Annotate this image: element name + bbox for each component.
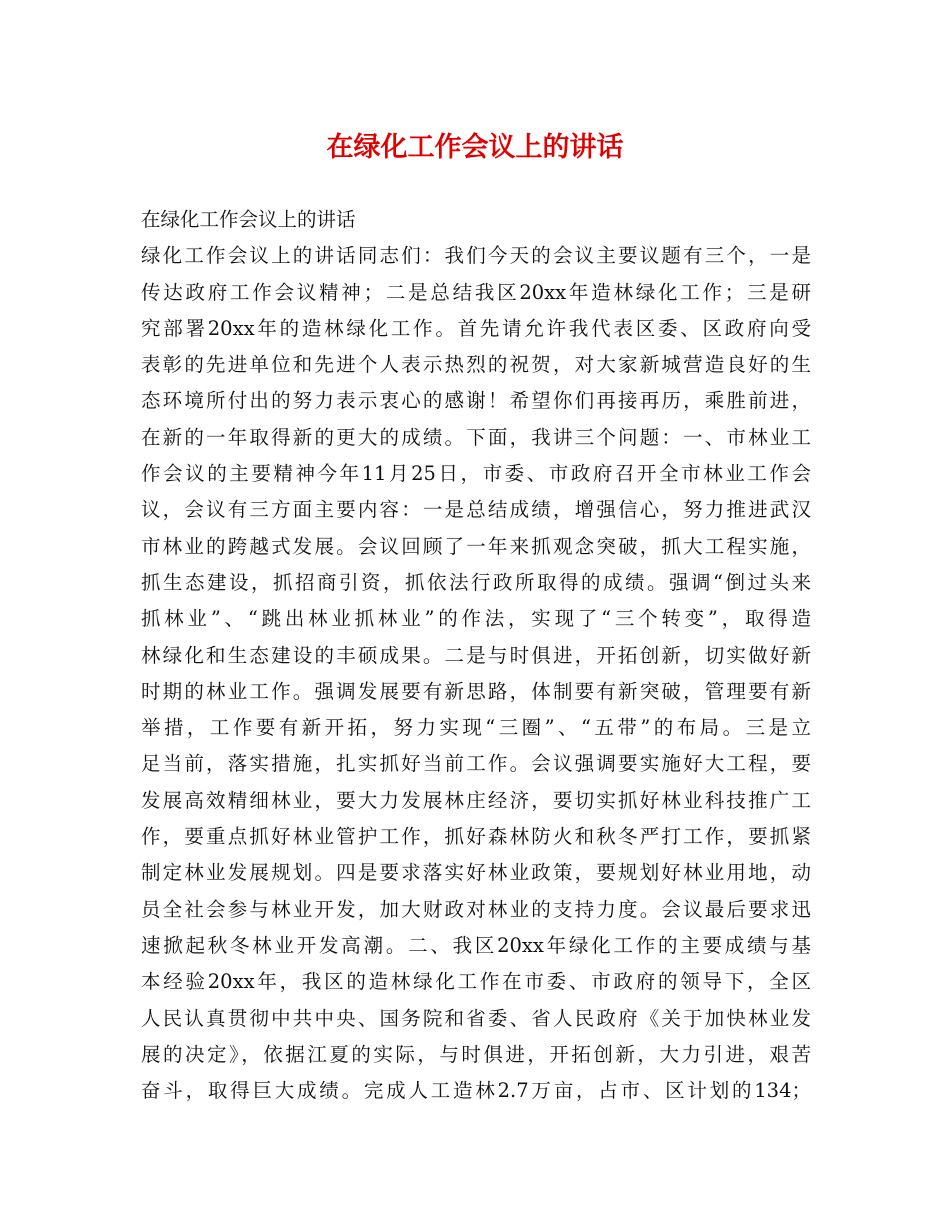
- body-line: 展的决定》，依据江夏的实际，与时俱进，开拓创新，大力引进，艰苦: [141, 1042, 811, 1066]
- body-line: 员全社会参与林业开发，加大财政对林业的支持力度。会议最后要求迅: [141, 897, 811, 921]
- body-line: 本经验20xx年，我区的造林绿化工作在市委、市政府的领导下，全区: [141, 970, 811, 994]
- body-line: 抓生态建设，抓招商引资，抓依法行政所取得的成绩。强调“倒过头来: [141, 570, 811, 594]
- body-line: 在新的一年取得新的更大的成绩。下面，我讲三个问题：一、市林业工: [141, 425, 811, 449]
- body-line: 表彰的先进单位和先进个人表示热烈的祝贺，对大家新城营造良好的生: [141, 353, 811, 377]
- body-line: 究部署20xx年的造林绿化工作。首先请允许我代表区委、区政府向受: [141, 316, 811, 340]
- body-line: 奋斗，取得巨大成绩。完成人工造林2.7万亩，占市、区计划的134；: [141, 1079, 811, 1103]
- body-line: 发展高效精细林业，要大力发展林庄经济，要切实抓好林业科技推广工: [141, 788, 811, 812]
- body-line: 议，会议有三方面主要内容：一是总结成绩，增强信心，努力推进武汉: [141, 498, 811, 522]
- body-line: 举措，工作要有新开拓，努力实现“三圈”、“五带”的布局。三是立: [141, 716, 811, 740]
- document-body: [141, 202, 811, 1109]
- body-line: 速掀起秋冬林业开发高潮。二、我区20xx年绿化工作的主要成绩与基: [141, 933, 811, 957]
- body-line: 林绿化和生态建设的丰硕成果。二是与时俱进，开拓创新，切实做好新: [141, 643, 811, 667]
- body-line: 市林业的跨越式发展。会议回顾了一年来抓观念突破，抓大工程实施，: [141, 534, 811, 558]
- body-line: 足当前，落实措施，扎实抓好当前工作。会议强调要实施好大工程，要: [141, 752, 811, 776]
- body-line: 制定林业发展规划。四是要求落实好林业政策，要规划好林业用地，动: [141, 861, 811, 885]
- body-line: 作，要重点抓好林业管护工作，抓好森林防火和秋冬严打工作，要抓紧: [141, 825, 811, 849]
- body-line: 态环境所付出的努力表示衷心的感谢！希望你们再接再历，乘胜前进，: [141, 389, 811, 413]
- body-line: 作会议的主要精神今年11月25日，市委、市政府召开全市林业工作会: [141, 462, 811, 486]
- document-title: 在绿化工作会议上的讲话: [326, 132, 624, 163]
- body-line: 传达政府工作会议精神；二是总结我区20xx年造林绿化工作；三是研: [141, 280, 811, 304]
- body-line: 绿化工作会议上的讲话同志们：我们今天的会议主要议题有三个，一是: [141, 244, 811, 268]
- body-line: 人民认真贯彻中共中央、国务院和省委、省人民政府《关于加快林业发: [141, 1006, 811, 1030]
- document-subtitle: 在绿化工作会议上的讲话: [141, 208, 356, 231]
- body-line: 抓林业”、“跳出林业抓林业”的作法，实现了“三个转变”，取得造: [141, 607, 811, 631]
- body-line: 时期的林业工作。强调发展要有新思路，体制要有新突破，管理要有新: [141, 679, 811, 703]
